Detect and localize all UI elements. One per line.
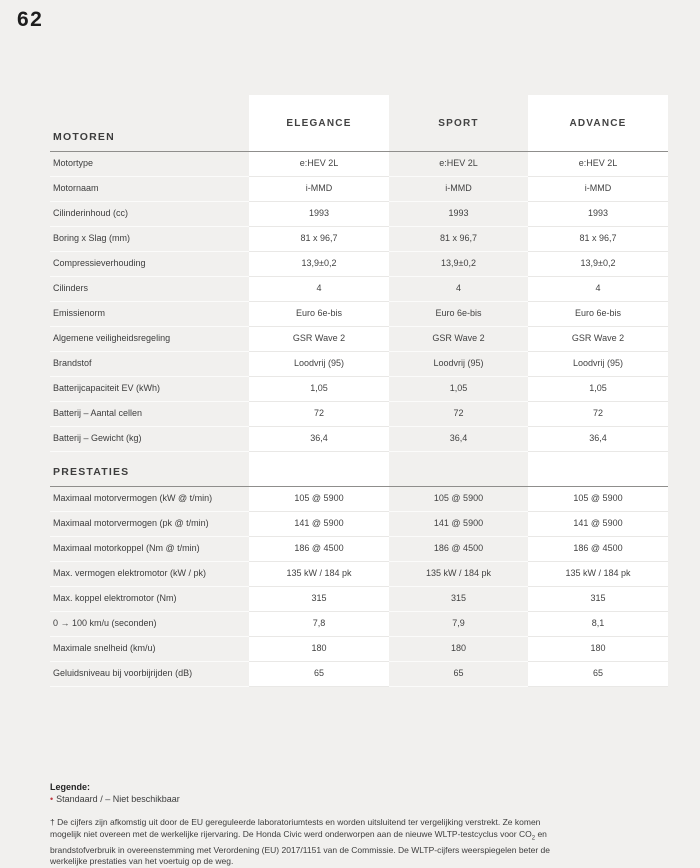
cell-value: 1,05 — [249, 377, 389, 402]
cell-value: e:HEV 2L — [249, 152, 389, 177]
row-label: Cilinderinhoud (cc) — [50, 202, 249, 227]
cell-value: 81 x 96,7 — [389, 227, 528, 252]
empty-cell — [249, 452, 389, 487]
cell-value: GSR Wave 2 — [389, 327, 528, 352]
cell-value: 105 @ 5900 — [249, 487, 389, 512]
cell-value: 4 — [389, 277, 528, 302]
row-label: Algemene veiligheidsregeling — [50, 327, 249, 352]
row-label: Emissienorm — [50, 302, 249, 327]
table-row — [50, 302, 668, 327]
table-row — [50, 402, 668, 427]
cell-value: 141 @ 5900 — [389, 512, 528, 537]
table-row — [50, 612, 668, 637]
footer — [50, 782, 570, 868]
cell-value: Loodvrij (95) — [249, 352, 389, 377]
cell-value: 65 — [249, 662, 389, 687]
row-label: Compressieverhouding — [50, 252, 249, 277]
column-header-sport: SPORT — [389, 95, 528, 152]
table-row — [50, 377, 668, 402]
cell-value: 65 — [389, 662, 528, 687]
cell-value: Loodvrij (95) — [389, 352, 528, 377]
cell-value: 72 — [528, 402, 668, 427]
cell-value: 1,05 — [528, 377, 668, 402]
table-row — [50, 277, 668, 302]
cell-value: 7,9 — [389, 612, 528, 637]
table-row — [50, 152, 668, 177]
cell-value: 1,05 — [389, 377, 528, 402]
row-label: 0 → 100 km/u (seconden) — [50, 612, 249, 637]
cell-value: 4 — [249, 277, 389, 302]
legend-bullet-icon: • — [50, 794, 54, 804]
cell-value: 180 — [249, 637, 389, 662]
cell-value: 72 — [389, 402, 528, 427]
cell-value: e:HEV 2L — [528, 152, 668, 177]
cell-value: 180 — [389, 637, 528, 662]
table-row — [50, 662, 668, 687]
footnote-co2-subscript: 2 — [531, 835, 536, 842]
cell-value: 13,9±0,2 — [249, 252, 389, 277]
cell-value: 135 kW / 184 pk — [528, 562, 668, 587]
row-label: Motortype — [50, 152, 249, 177]
row-label: Boring x Slag (mm) — [50, 227, 249, 252]
cell-value: 186 @ 4500 — [528, 537, 668, 562]
cell-value: 315 — [249, 587, 389, 612]
cell-value: GSR Wave 2 — [528, 327, 668, 352]
page-number: 62 — [17, 8, 44, 31]
cell-value: i-MMD — [389, 177, 528, 202]
cell-value: 72 — [249, 402, 389, 427]
table-header-row — [50, 95, 668, 152]
table-row — [50, 512, 668, 537]
footnote — [50, 817, 562, 868]
cell-value: 180 — [528, 637, 668, 662]
legend-title: Legende: — [50, 782, 91, 792]
cell-value: Euro 6e-bis — [249, 302, 389, 327]
cell-value: 13,9±0,2 — [528, 252, 668, 277]
table-row — [50, 202, 668, 227]
row-label: Brandstof — [50, 352, 249, 377]
table-row — [50, 587, 668, 612]
cell-value: 105 @ 5900 — [389, 487, 528, 512]
cell-value: 135 kW / 184 pk — [389, 562, 528, 587]
row-label: Maximaal motorvermogen (kW @ t/min) — [50, 487, 249, 512]
row-label: Max. koppel elektromotor (Nm) — [50, 587, 249, 612]
cell-value: Euro 6e-bis — [389, 302, 528, 327]
cell-value: 135 kW / 184 pk — [249, 562, 389, 587]
table-row — [50, 252, 668, 277]
cell-value: 4 — [528, 277, 668, 302]
cell-value: 1993 — [528, 202, 668, 227]
cell-value: Euro 6e-bis — [528, 302, 668, 327]
section-heading-prestaties: PRESTATIES — [50, 452, 249, 487]
cell-value: 1993 — [389, 202, 528, 227]
cell-value: 186 @ 4500 — [389, 537, 528, 562]
row-label: Geluidsniveau bij voorbijrijden (dB) — [50, 662, 249, 687]
legend-text: Standaard / – Niet beschikbaar — [56, 794, 180, 804]
table-row — [50, 352, 668, 377]
empty-cell — [389, 452, 528, 487]
table-row — [50, 177, 668, 202]
table-row — [50, 562, 668, 587]
cell-value: 141 @ 5900 — [528, 512, 668, 537]
row-label: Batterij – Aantal cellen — [50, 402, 249, 427]
cell-value: 141 @ 5900 — [249, 512, 389, 537]
footnote-text-post: en brandstofverbruik in overeenstemming met Verordening (EU) 2017/1151 van de Commissie. De WLTP-cijfers weerspiegelen beter de werkelijke prestaties van het voertuig op de weg. — [50, 828, 551, 867]
row-label: Batterij – Gewicht (kg) — [50, 427, 249, 452]
section-header-row — [50, 452, 668, 487]
cell-value: i-MMD — [249, 177, 389, 202]
cell-value: 186 @ 4500 — [249, 537, 389, 562]
cell-value: Loodvrij (95) — [528, 352, 668, 377]
cell-value: i-MMD — [528, 177, 668, 202]
legend-line — [50, 794, 570, 804]
cell-value: 7,8 — [249, 612, 389, 637]
empty-cell — [528, 452, 668, 487]
spec-table — [50, 95, 668, 687]
table-row — [50, 427, 668, 452]
row-label: Maximaal motorkoppel (Nm @ t/min) — [50, 537, 249, 562]
section-heading-motoren: MOTOREN — [50, 95, 249, 152]
cell-value: 1993 — [249, 202, 389, 227]
row-label: Batterijcapaciteit EV (kWh) — [50, 377, 249, 402]
row-label: Maximaal motorvermogen (pk @ t/min) — [50, 512, 249, 537]
row-label: Motornaam — [50, 177, 249, 202]
cell-value: e:HEV 2L — [389, 152, 528, 177]
footnote-text-pre: † De cijfers zijn afkomstig uit door de EU gereguleerde laboratoriumtests en worden uitsluitend ter vergelijking verstrekt. Ze komen mogelijk niet overeen met de werkelijke rijervaring. De Honda Civic werd onderworpen aan de nieuwe WLTP-testcyclus voor CO — [50, 817, 541, 839]
cell-value: 315 — [389, 587, 528, 612]
cell-value: 8,1 — [528, 612, 668, 637]
row-label: Max. vermogen elektromotor (kW / pk) — [50, 562, 249, 587]
table-row — [50, 637, 668, 662]
cell-value: 65 — [528, 662, 668, 687]
column-header-advance: ADVANCE — [528, 95, 668, 152]
row-label: Cilinders — [50, 277, 249, 302]
cell-value: 81 x 96,7 — [528, 227, 668, 252]
column-header-elegance: ELEGANCE — [249, 95, 389, 152]
table-row — [50, 487, 668, 512]
cell-value: 105 @ 5900 — [528, 487, 668, 512]
cell-value: 36,4 — [389, 427, 528, 452]
table-row — [50, 327, 668, 352]
cell-value: 36,4 — [528, 427, 668, 452]
cell-value: GSR Wave 2 — [249, 327, 389, 352]
cell-value: 315 — [528, 587, 668, 612]
table-row — [50, 227, 668, 252]
table-row — [50, 537, 668, 562]
cell-value: 13,9±0,2 — [389, 252, 528, 277]
cell-value: 36,4 — [249, 427, 389, 452]
cell-value: 81 x 96,7 — [249, 227, 389, 252]
row-label: Maximale snelheid (km/u) — [50, 637, 249, 662]
